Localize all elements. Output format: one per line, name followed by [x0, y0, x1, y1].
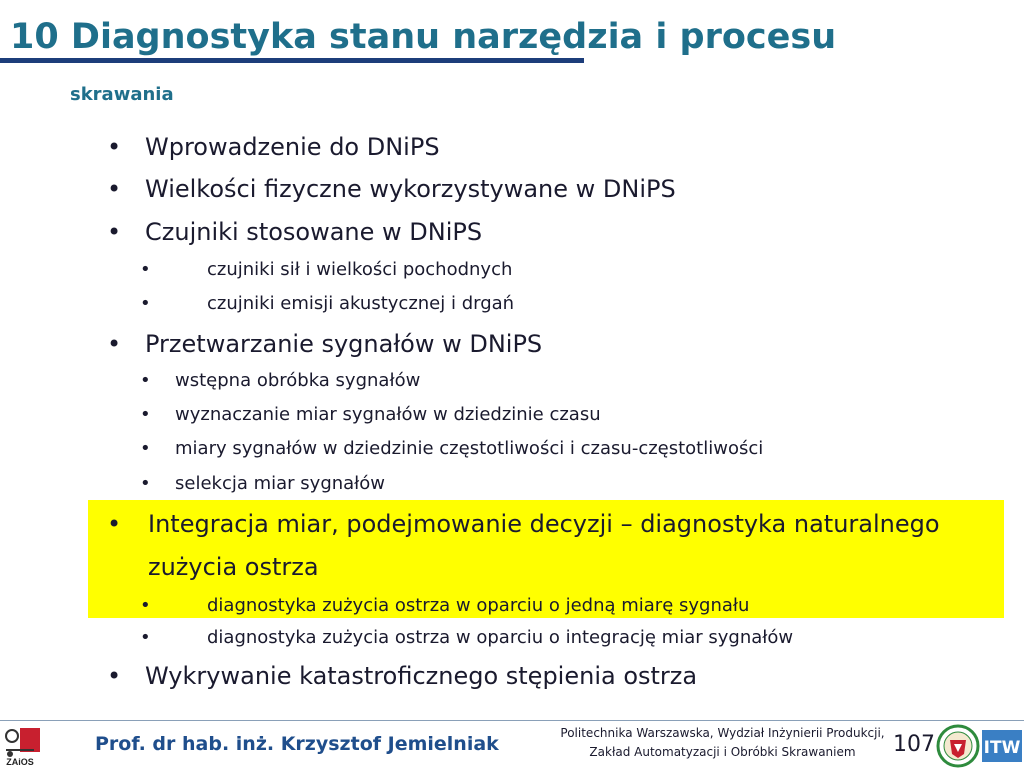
bullet-text: Wielkości fizyczne wykorzystywane w DNiPS [145, 175, 676, 203]
bullet-marker: • [107, 133, 122, 161]
bullet-marker: • [107, 662, 122, 690]
bullet-text: diagnostyka zużycia ostrza w oparciu o integrację miar sygnałów [207, 627, 794, 648]
bullet-marker: • [107, 218, 122, 246]
bullet-text: selekcja miar sygnałów [175, 473, 386, 494]
institution-line1: Politechnika Warszawska, Wydział Inżynierii Produkcji, [560, 726, 885, 740]
bullet-text: zużycia ostrza [148, 553, 319, 581]
footer-divider [0, 720, 1024, 721]
page-number: 107 [893, 732, 935, 757]
bullet-text: Wprowadzenie do DNiPS [145, 133, 440, 161]
bullet-marker: • [140, 595, 151, 616]
bullet-text: miary sygnałów w dziedzinie częstotliwości i czasu-częstotliwości [175, 438, 764, 459]
bullet-marker: • [140, 370, 151, 391]
bullet-marker: • [140, 293, 151, 314]
bullet-marker: • [107, 510, 122, 538]
bullet-marker: • [140, 438, 151, 459]
slide-title-line2: skrawania [70, 84, 174, 105]
bullet-text: Wykrywanie katastroficznego stępienia ostrza [145, 662, 698, 690]
bullet-text: Integracja miar, podejmowanie decyzji – diagnostyka naturalnego [148, 510, 940, 538]
bullet-text: diagnostyka zużycia ostrza w oparciu o jedną miarę sygnału [207, 595, 750, 616]
zaios-logo-text: ZAiOS [6, 757, 34, 767]
bullet-marker: • [107, 330, 122, 358]
author-name: Prof. dr hab. inż. Krzysztof Jemielniak [95, 733, 499, 755]
bullet-marker: • [140, 259, 151, 280]
slide-title [10, 8, 836, 124]
bullet-text: wyznaczanie miar sygnałów w dziedzinie czasu [175, 404, 601, 425]
bullet-text: czujniki emisji akustycznej i drgań [207, 293, 515, 314]
bullet-marker: • [107, 175, 122, 203]
itw-logo [982, 730, 1022, 762]
bullet-text: Przetwarzanie sygnałów w DNiPS [145, 330, 543, 358]
institution-info [555, 724, 890, 762]
slide-title-line1: 10 Diagnostyka stanu narzędzia i procesu [10, 17, 837, 57]
bullet-marker: • [140, 473, 151, 494]
title-underline [0, 58, 584, 63]
bullet-text: Czujniki stosowane w DNiPS [145, 218, 483, 246]
itw-logo-text: ITW [983, 738, 1021, 758]
bullet-text: czujniki sił i wielkości pochodnych [207, 259, 513, 280]
institution-line2: Zakład Automatyzacji i Obróbki Skrawaniem [589, 745, 856, 759]
university-seal-icon [936, 724, 980, 768]
bullet-text: wstępna obróbka sygnałów [175, 370, 421, 391]
bullet-marker: • [140, 627, 151, 648]
bullet-marker: • [140, 404, 151, 425]
zaios-logo [0, 724, 44, 768]
